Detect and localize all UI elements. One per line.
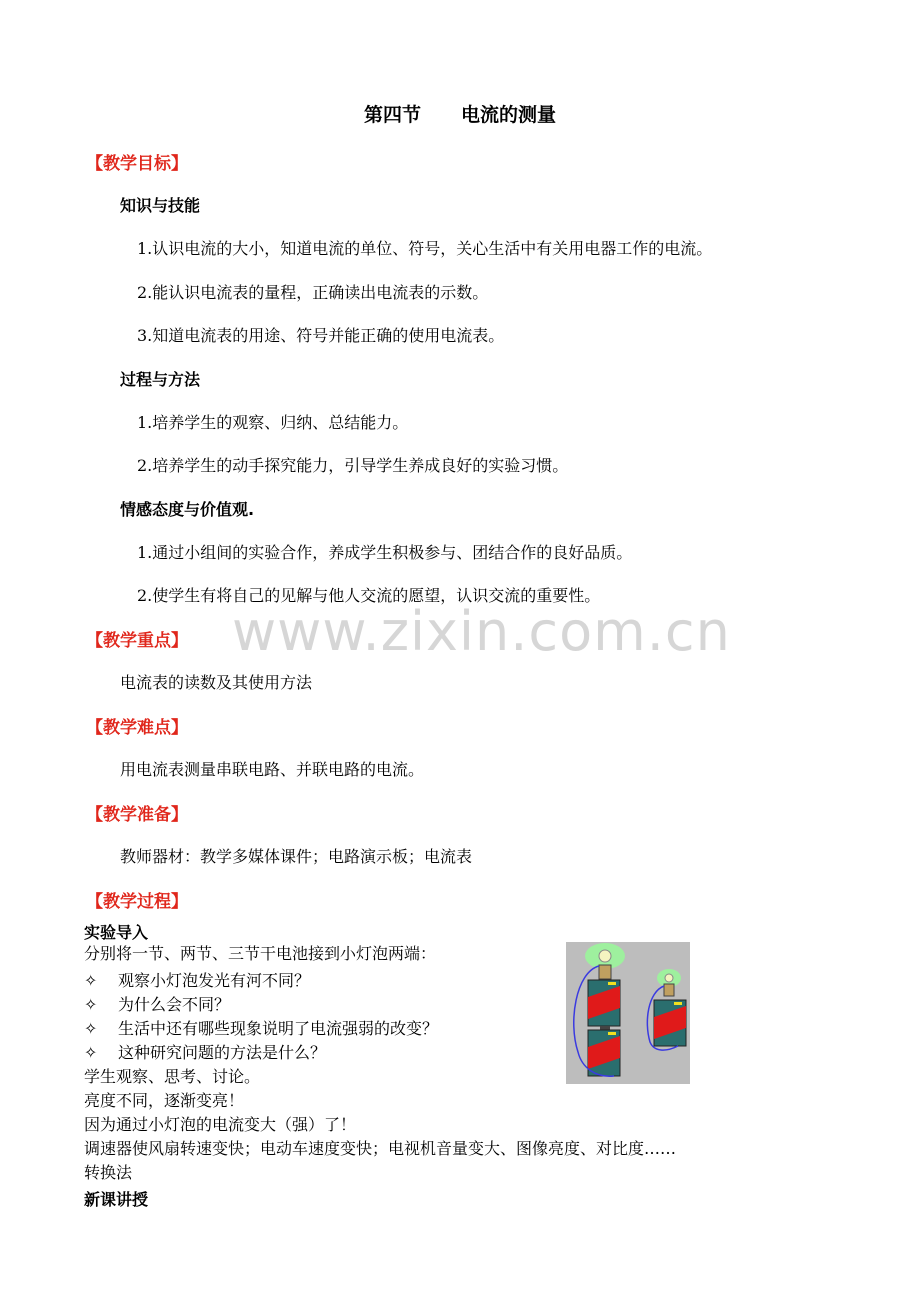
bullet-icon: ✧ — [84, 971, 98, 990]
procedure-line: 亮度不同，逐渐变亮！ — [84, 1091, 245, 1110]
difficulty-text: 用电流表测量串联电路、并联电路的电流。 — [120, 760, 425, 779]
procedure-line: 因为通过小灯泡的电流变大（强）了！ — [84, 1115, 357, 1134]
battery-right-terminal — [674, 1002, 682, 1005]
key-point-heading: 【教学重点】 — [86, 631, 188, 651]
page-title — [0, 100, 920, 127]
bullet-text: 这种研究问题的方法是什么？ — [118, 1043, 327, 1062]
new-lesson-title: 新课讲授 — [84, 1190, 149, 1209]
key-point-text: 电流表的读数及其使用方法 — [120, 673, 313, 692]
bulb-large-icon — [599, 950, 611, 962]
bullet-icon: ✧ — [84, 995, 98, 1014]
bullet-item — [84, 992, 230, 1015]
title-name: 电流的测量 — [461, 104, 557, 126]
bulb-socket-small — [664, 984, 674, 996]
emotion-item: 1.通过小组间的实验合作，养成学生积极参与、团结合作的良好品质。 — [137, 543, 633, 562]
battery-bulb-svg — [566, 942, 690, 1084]
battery-upper-terminal — [608, 982, 616, 985]
procedure-line: 转换法 — [84, 1163, 133, 1182]
emotion-item: 2.使学生有将自己的见解与他人交流的愿望，认识交流的重要性。 — [137, 586, 601, 605]
battery-connector — [600, 1026, 610, 1030]
emotion-heading: 情感态度与价值观. — [120, 500, 255, 519]
procedure-line: 调速器使风扇转速变快；电动车速度变快；电视机音量变大、图像亮度、对比度…… — [84, 1139, 677, 1158]
knowledge-heading: 知识与技能 — [120, 196, 201, 215]
battery-lower-terminal — [608, 1032, 616, 1035]
procedure-line: 学生观察、思考、讨论。 — [84, 1067, 261, 1086]
bullet-text: 为什么会不同？ — [118, 995, 231, 1014]
bullet-text: 观察小灯泡发光有河不同？ — [118, 971, 311, 990]
process-item: 1.培养学生的观察、归纳、总结能力。 — [137, 413, 409, 432]
title-section: 第四节 — [363, 104, 421, 126]
bullet-text: 生活中还有哪些现象说明了电流强弱的改变？ — [118, 1019, 439, 1038]
bullet-icon: ✧ — [84, 1019, 98, 1038]
process-heading: 过程与方法 — [120, 370, 201, 389]
intro-title: 实验导入 — [84, 923, 149, 942]
knowledge-item: 1.认识电流的大小，知道电流的单位、符号，关心生活中有关用电器工作的电流。 — [137, 239, 713, 258]
goals-heading: 【教学目标】 — [86, 154, 188, 174]
bullet-icon: ✧ — [84, 1043, 98, 1062]
bullet-item — [84, 1040, 326, 1063]
process-item: 2.培养学生的动手探究能力，引导学生养成良好的实验习惯。 — [137, 456, 569, 475]
bullet-item — [84, 968, 310, 991]
bulb-small-icon — [665, 974, 673, 982]
intro-text: 分别将一节、两节、三节干电池接到小灯泡两端： — [84, 944, 437, 963]
knowledge-item: 2.能认识电流表的量程，正确读出电流表的示数。 — [137, 283, 489, 302]
bullet-item — [84, 1016, 438, 1039]
battery-bulb-illustration — [566, 942, 690, 1084]
knowledge-item: 3.知道电流表的用途、符号并能正确的使用电流表。 — [137, 326, 505, 345]
difficulty-heading: 【教学难点】 — [86, 718, 188, 738]
bulb-socket-large — [599, 965, 611, 979]
procedure-heading: 【教学过程】 — [86, 892, 188, 912]
watermark: www.zixin.com.cn — [232, 600, 731, 663]
preparation-heading: 【教学准备】 — [86, 805, 188, 825]
preparation-text: 教师器材：教学多媒体课件；电路演示板；电流表 — [120, 847, 473, 866]
